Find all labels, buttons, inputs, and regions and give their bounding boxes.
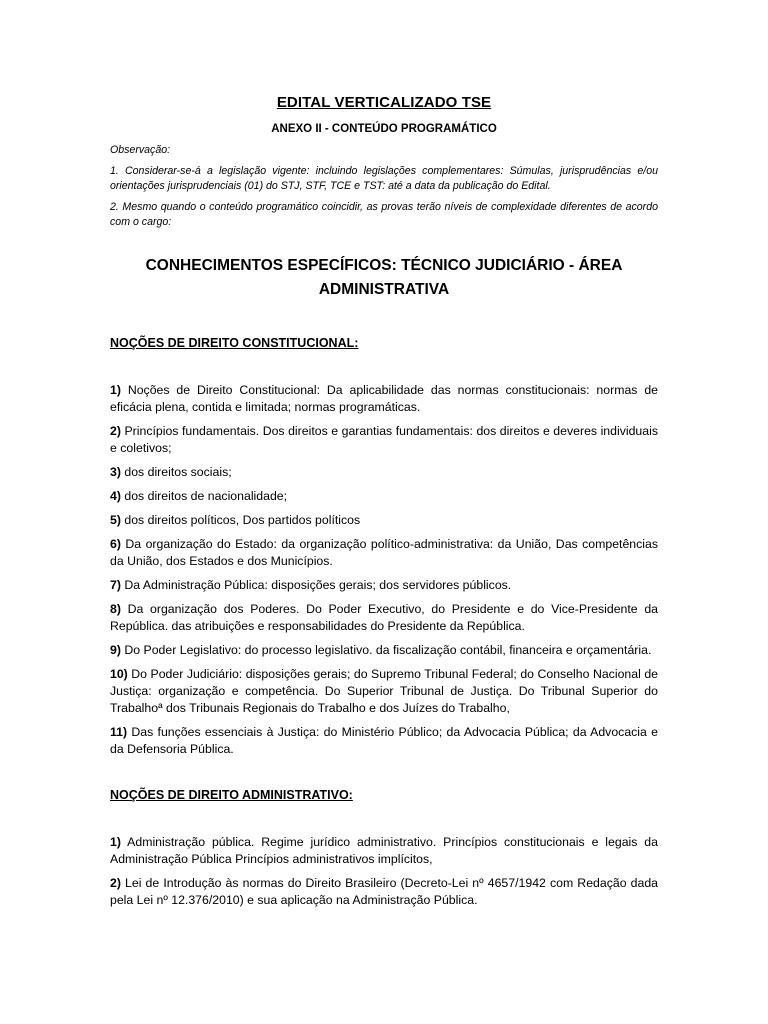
item-number: 10) (110, 667, 128, 681)
topic-list-direito-constitucional (110, 382, 658, 758)
observation-1: 1. Considerar-se-á a legislação vigente: incluindo legislações complementares: Súmulas, jurisprudências e/ou orientações jurisprudenciais (01) do STJ, STF, TCE e TST: até a data da publicação do Edital. (110, 165, 658, 192)
list-item (110, 536, 658, 570)
list-item (110, 834, 658, 868)
item-number: 8) (110, 602, 121, 616)
item-text: Do Poder Judiciário: disposições gerais; do Supremo Tribunal Federal; do Conselho Nacional de Justiça: organização e competência. Do Superior Tribunal de Justiça. Do Tribunal Superior do Trabalhoª dos Tribunais Regionais do Trabalho e dos Juízes do Trabalho, (110, 667, 658, 715)
list-item (110, 423, 658, 457)
item-number: 4) (110, 489, 121, 503)
item-number: 6) (110, 537, 121, 551)
topic-list-direito-administrativo (110, 834, 658, 909)
item-number: 5) (110, 513, 121, 527)
item-number: 9) (110, 643, 121, 657)
document-title: EDITAL VERTICALIZADO TSE (276, 94, 492, 111)
topic-heading-direito-administrativo: NOÇÕES DE DIREITO ADMINISTRATIVO: (110, 788, 353, 802)
item-text: Noções de Direito Constitucional: Da aplicabilidade das normas constitucionais: normas de eficácia plena, contida e limitada; normas programáticas. (110, 383, 658, 414)
item-number: 7) (110, 578, 121, 592)
observation-label: Observação: (110, 144, 171, 156)
item-number: 3) (110, 465, 121, 479)
document-subtitle: ANEXO II - CONTEÚDO PROGRAMÁTICO (271, 123, 497, 135)
item-number: 1) (110, 835, 121, 849)
item-text: Das funções essenciais à Justiça: do Ministério Público; da Advocacia Pública; da Advocacia e da Defensoria Pública. (110, 725, 658, 756)
item-number: 1) (110, 383, 121, 397)
list-item (110, 488, 658, 505)
item-text: dos direitos políticos, Dos partidos políticos (124, 513, 361, 527)
topic-heading-direito-constitucional: NOÇÕES DE DIREITO CONSTITUCIONAL: (110, 336, 359, 350)
item-text: Lei de Introdução às normas do Direito Brasileiro (Decreto-Lei nº 4657/1942 com Redação dada pela Lei nº 12.376/2010) e sua aplicação na Administração Pública. (110, 876, 658, 907)
list-item (110, 382, 658, 416)
item-number: 11) (110, 725, 128, 739)
observation-2: 2. Mesmo quando o conteúdo programático coincidir, as provas terão níveis de complexidade diferentes de acordo com o cargo: (110, 201, 658, 228)
list-item (110, 601, 658, 635)
item-text: Do Poder Legislativo: do processo legislativo. da fiscalização contábil, financeira e orçamentária. (124, 643, 652, 657)
section-heading: CONHECIMENTOS ESPECÍFICOS: TÉCNICO JUDICIÁRIO - ÁREA ADMINISTRATIVA (145, 257, 623, 298)
list-item (110, 512, 658, 529)
item-number: 2) (110, 424, 121, 438)
document-page (110, 94, 658, 916)
list-item (110, 464, 658, 481)
item-text: Da Administração Pública: disposições gerais; dos servidores públicos. (124, 578, 512, 592)
item-text: Princípios fundamentais. Dos direitos e garantias fundamentais: dos direitos e deveres individuais e coletivos; (110, 424, 658, 455)
item-text: dos direitos sociais; (124, 465, 232, 479)
list-item (110, 577, 658, 594)
list-item (110, 724, 658, 758)
item-text: Administração pública. Regime jurídico administrativo. Princípios constitucionais e legais da Administração Pública Princípios administrativos implícitos, (110, 835, 658, 866)
list-item (110, 666, 658, 717)
list-item (110, 642, 658, 659)
list-item (110, 875, 658, 909)
item-text: Da organização dos Poderes. Do Poder Executivo, do Presidente e do Vice-Presidente da República. das atribuições e responsabilidades do Presidente da República. (110, 602, 659, 633)
item-text: Da organização do Estado: da organização político-administrativa: da União, Das competências da União, dos Estados e dos Municípios. (110, 537, 659, 568)
item-text: dos direitos de nacionalidade; (124, 489, 288, 503)
item-number: 2) (110, 876, 121, 890)
